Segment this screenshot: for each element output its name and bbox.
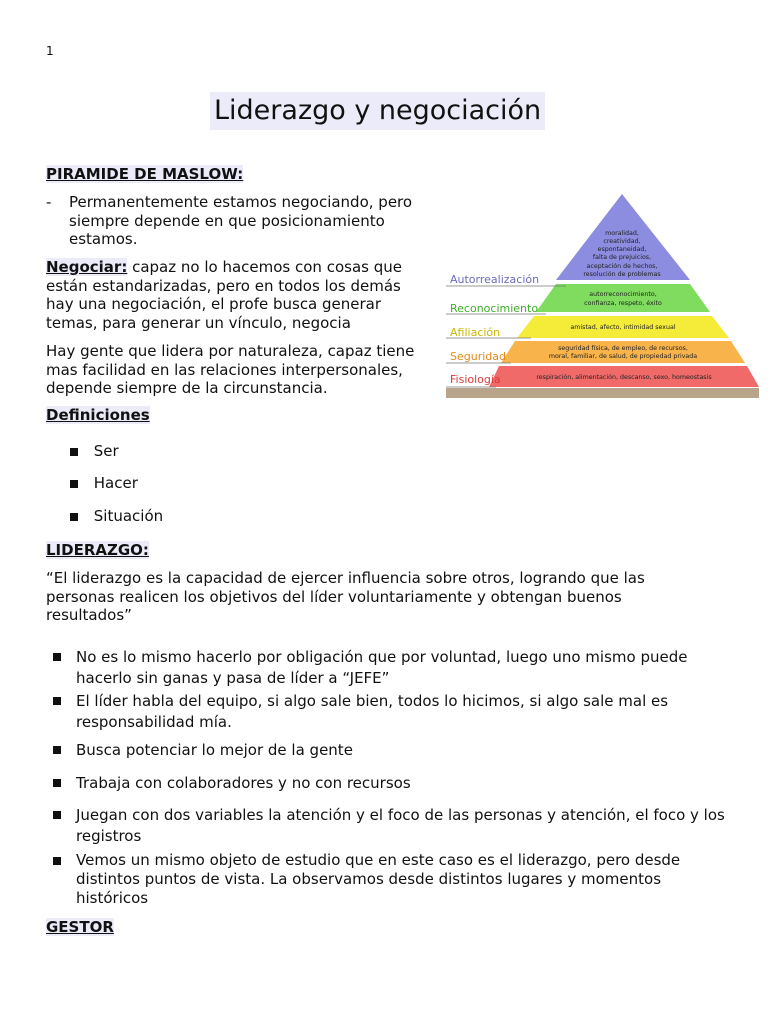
maslow-heading: PIRAMIDE DE MASLOW: — [46, 165, 244, 183]
list-item — [70, 474, 138, 492]
desc-seguridad-1: seguridad física, de empleo, de recursos, — [558, 345, 688, 352]
desc-autorrealizacion-2: creatividad, — [603, 238, 641, 245]
pyramid-label-seguridad: Seguridad — [450, 350, 506, 363]
desc-autorrealizacion-6: resolución de problemas — [583, 271, 661, 278]
desc-afiliacion-1: amistad, afecto, intimidad sexual — [570, 324, 676, 331]
square-bullet-icon — [53, 779, 61, 787]
definicion-label: Situación — [93, 507, 164, 525]
liderazgo-list-item — [53, 773, 733, 794]
desc-autorrealizacion-4: falta de prejuicios, — [592, 254, 652, 261]
page-number: 1 — [46, 44, 54, 58]
pyramid-label-autorrealizacion: Autorrealización — [450, 273, 540, 286]
liderazgo-item-text: Juegan con dos variables la atención y el foco de las personas y atención, el foco y los registros — [76, 806, 725, 845]
square-bullet-icon — [53, 653, 61, 661]
liderazgo-item-text: El líder habla del equipo, si algo sale bien, todos lo hicimos, si algo sale mal es responsabilidad mía. — [76, 692, 669, 731]
negociar-text: capaz no lo hacemos con cosas que están estandarizadas, pero en todos los demás hay una negociación, el profe busca generar temas, para generar un vínculo, negocia — [46, 258, 402, 332]
square-bullet-icon — [70, 513, 78, 521]
pyramid-label-afiliacion: Afiliación — [450, 326, 501, 339]
liderazgo-heading: LIDERAZGO: — [46, 541, 149, 559]
definiciones-heading: Definiciones — [46, 406, 150, 424]
definicion-label: Ser — [93, 442, 119, 460]
gestor-heading: GESTOR — [46, 918, 114, 936]
desc-autorrealizacion-5: aceptación de hechos, — [586, 263, 658, 270]
desc-reconocimiento-2: confianza, respeto, éxito — [584, 300, 662, 307]
pyramid-base-shadow — [446, 388, 759, 398]
lidera-paragraph: Hay gente que lidera por naturaleza, capaz tiene mas facilidad en las relaciones interpersonales, depende siempre de la circunstancia. — [46, 342, 415, 397]
desc-reconocimiento-1: autorreconocimiento, — [589, 291, 657, 298]
list-item — [70, 507, 163, 525]
desc-seguridad-2: moral, familiar, de salud, de propiedad privada — [548, 353, 698, 360]
liderazgo-list-item — [53, 740, 733, 761]
liderazgo-list-item — [53, 851, 733, 908]
liderazgo-item-text: Vemos un mismo objeto de estudio que en este caso es el liderazgo, pero desde distintos puntos de vista. La observamos desde distintos lugares y momentos históricos — [76, 851, 681, 907]
negociar-label: Negociar: — [46, 258, 128, 276]
pyramid-level-reconocimiento — [536, 284, 710, 312]
square-bullet-icon — [70, 448, 78, 456]
dash-marker: - — [46, 193, 52, 211]
desc-autorrealizacion-3: espontaneidad, — [597, 246, 647, 253]
square-bullet-icon — [53, 811, 61, 819]
list-item — [70, 442, 119, 460]
liderazgo-item-text: No es lo mismo hacerlo por obligación que por voluntad, luego uno mismo puede hacerlo sin ganas y pasa de líder a “JEFE” — [76, 648, 688, 687]
liderazgo-quote: “El liderazgo es la capacidad de ejercer influencia sobre otros, logrando que las personas realicen los objetivos del líder voluntariamente y obtengan buenos resultados” — [46, 569, 645, 624]
desc-fisiologia-1: respiración, alimentación, descanso, sexo, homeostasis — [536, 374, 712, 381]
maslow-pyramid-image — [446, 188, 759, 398]
liderazgo-list-item — [53, 647, 733, 689]
square-bullet-icon — [53, 697, 61, 705]
square-bullet-icon — [53, 746, 61, 754]
square-bullet-icon — [70, 480, 78, 488]
liderazgo-list-item — [53, 805, 733, 847]
pyramid-label-fisiologia: Fisiología — [450, 373, 501, 386]
negociar-paragraph — [46, 258, 431, 332]
desc-autorrealizacion-1: moralidad, — [605, 230, 639, 237]
square-bullet-icon — [53, 857, 61, 865]
liderazgo-item-text: Busca potenciar lo mejor de la gente — [76, 741, 353, 759]
liderazgo-list-item — [53, 691, 733, 733]
liderazgo-item-text: Trabaja con colaboradores y no con recursos — [76, 774, 411, 792]
page-title: Liderazgo y negociación — [210, 92, 545, 130]
definicion-label: Hacer — [93, 474, 138, 492]
pyramid-label-reconocimiento: Reconocimiento — [450, 302, 539, 315]
maslow-bullet-text: Permanentemente estamos negociando, pero siempre depende en que posicionamiento estamos. — [69, 193, 413, 248]
